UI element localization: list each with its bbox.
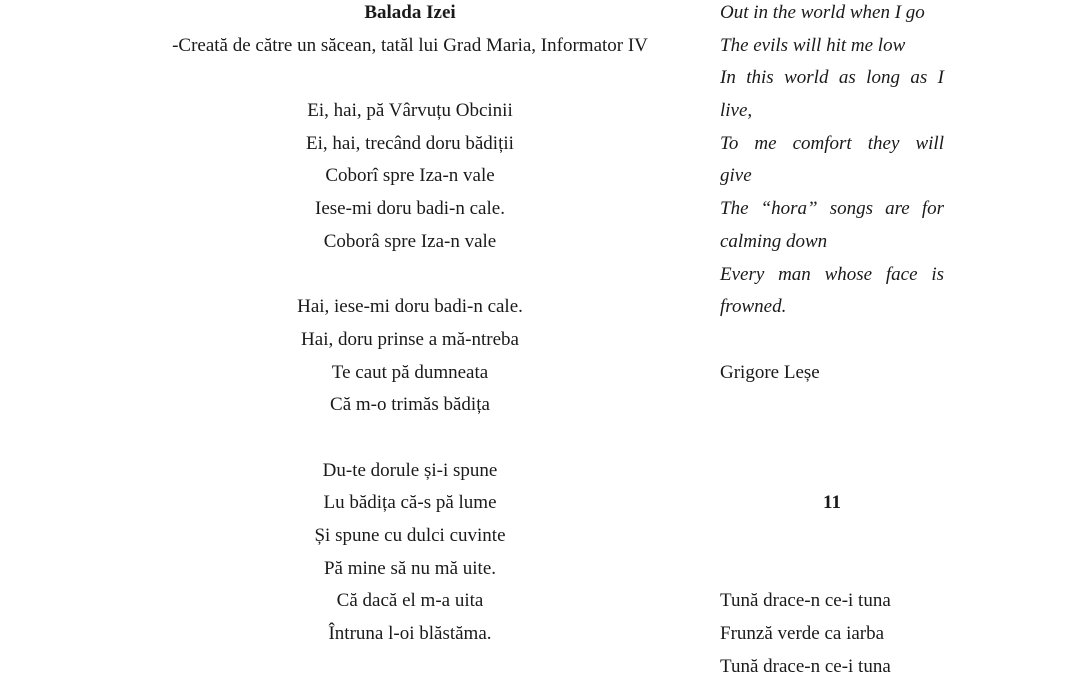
next-song-line-3: Tună drace-n ce-i tuna (720, 655, 891, 677)
author-name: Grigore Leșe (720, 361, 820, 383)
verse-line-2: The evils will hit me low (720, 34, 906, 56)
romanian-ballad-column (130, 0, 690, 654)
english-verse-column (720, 0, 944, 686)
blank-line (130, 262, 690, 295)
stanza-3-line-3: Și spune cu dulci cuvinte (314, 525, 506, 546)
blank-line (720, 458, 944, 491)
stanza-3-line-5: Că dacă el m-a uita (336, 590, 484, 612)
stanza-1-line-4: Iese-mi doru badi-n cale. (315, 198, 505, 220)
stanza-1-line-2: Ei, hai, trecând doru bădiții (306, 132, 514, 154)
verse-line-6: give (720, 165, 752, 187)
verse-line-1: Out in the world when I go (720, 2, 925, 23)
stanza-3-line-2: Lu bădița că-s pă lume (323, 492, 497, 514)
verse-line-7: The “hora” songs are for (720, 198, 944, 220)
stanza-3-line-6: Întruna l-oi blăstăma. (328, 623, 492, 645)
verse-line-10: frowned. (720, 296, 787, 318)
stanza-2-line-2: Hai, doru prinse a mă-ntreba (301, 328, 519, 350)
next-song-line-1: Tună drace-n ce-i tuna (720, 590, 891, 612)
blank-line (720, 392, 944, 425)
stanza-1-line-3: Coborî spre Iza-n vale (325, 165, 495, 187)
stanza-3-line-4: Pă mine să nu mă uite. (323, 557, 497, 579)
blank-line (130, 65, 690, 98)
next-song-line-2: Frunză verde ca iarba (720, 623, 885, 645)
stanza-1-line-1: Ei, hai, pă Vârvuțu Obcinii (307, 100, 513, 122)
ballad-subtitle: -Creată de către un săcean, tatăl lui Grad Maria, Informator IV (172, 34, 648, 56)
blank-line (720, 523, 944, 556)
verse-line-5: To me comfort they will (720, 132, 944, 154)
blank-line (720, 327, 944, 360)
verse-line-3: In this world as long as I (720, 67, 944, 89)
stanza-2-line-1: Hai, iese-mi doru badi-n cale. (297, 296, 523, 318)
blank-line (720, 556, 944, 589)
blank-line (720, 425, 944, 458)
ballad-title: Balada Izei (364, 2, 456, 23)
stanza-3-line-1: Du-te dorule și-i spune (322, 459, 498, 481)
stanza-2-line-4: Că m-o trimăs bădița (330, 394, 490, 416)
blank-line (130, 425, 690, 458)
verse-line-4: live, (720, 100, 753, 122)
verse-line-8: calming down (720, 230, 828, 252)
page-number: 11 (823, 492, 841, 514)
stanza-2-line-3: Te caut pă dumneata (331, 361, 489, 383)
verse-line-9: Every man whose face is (720, 263, 944, 285)
stanza-1-line-5: Coborâ spre Iza-n vale (323, 230, 497, 252)
